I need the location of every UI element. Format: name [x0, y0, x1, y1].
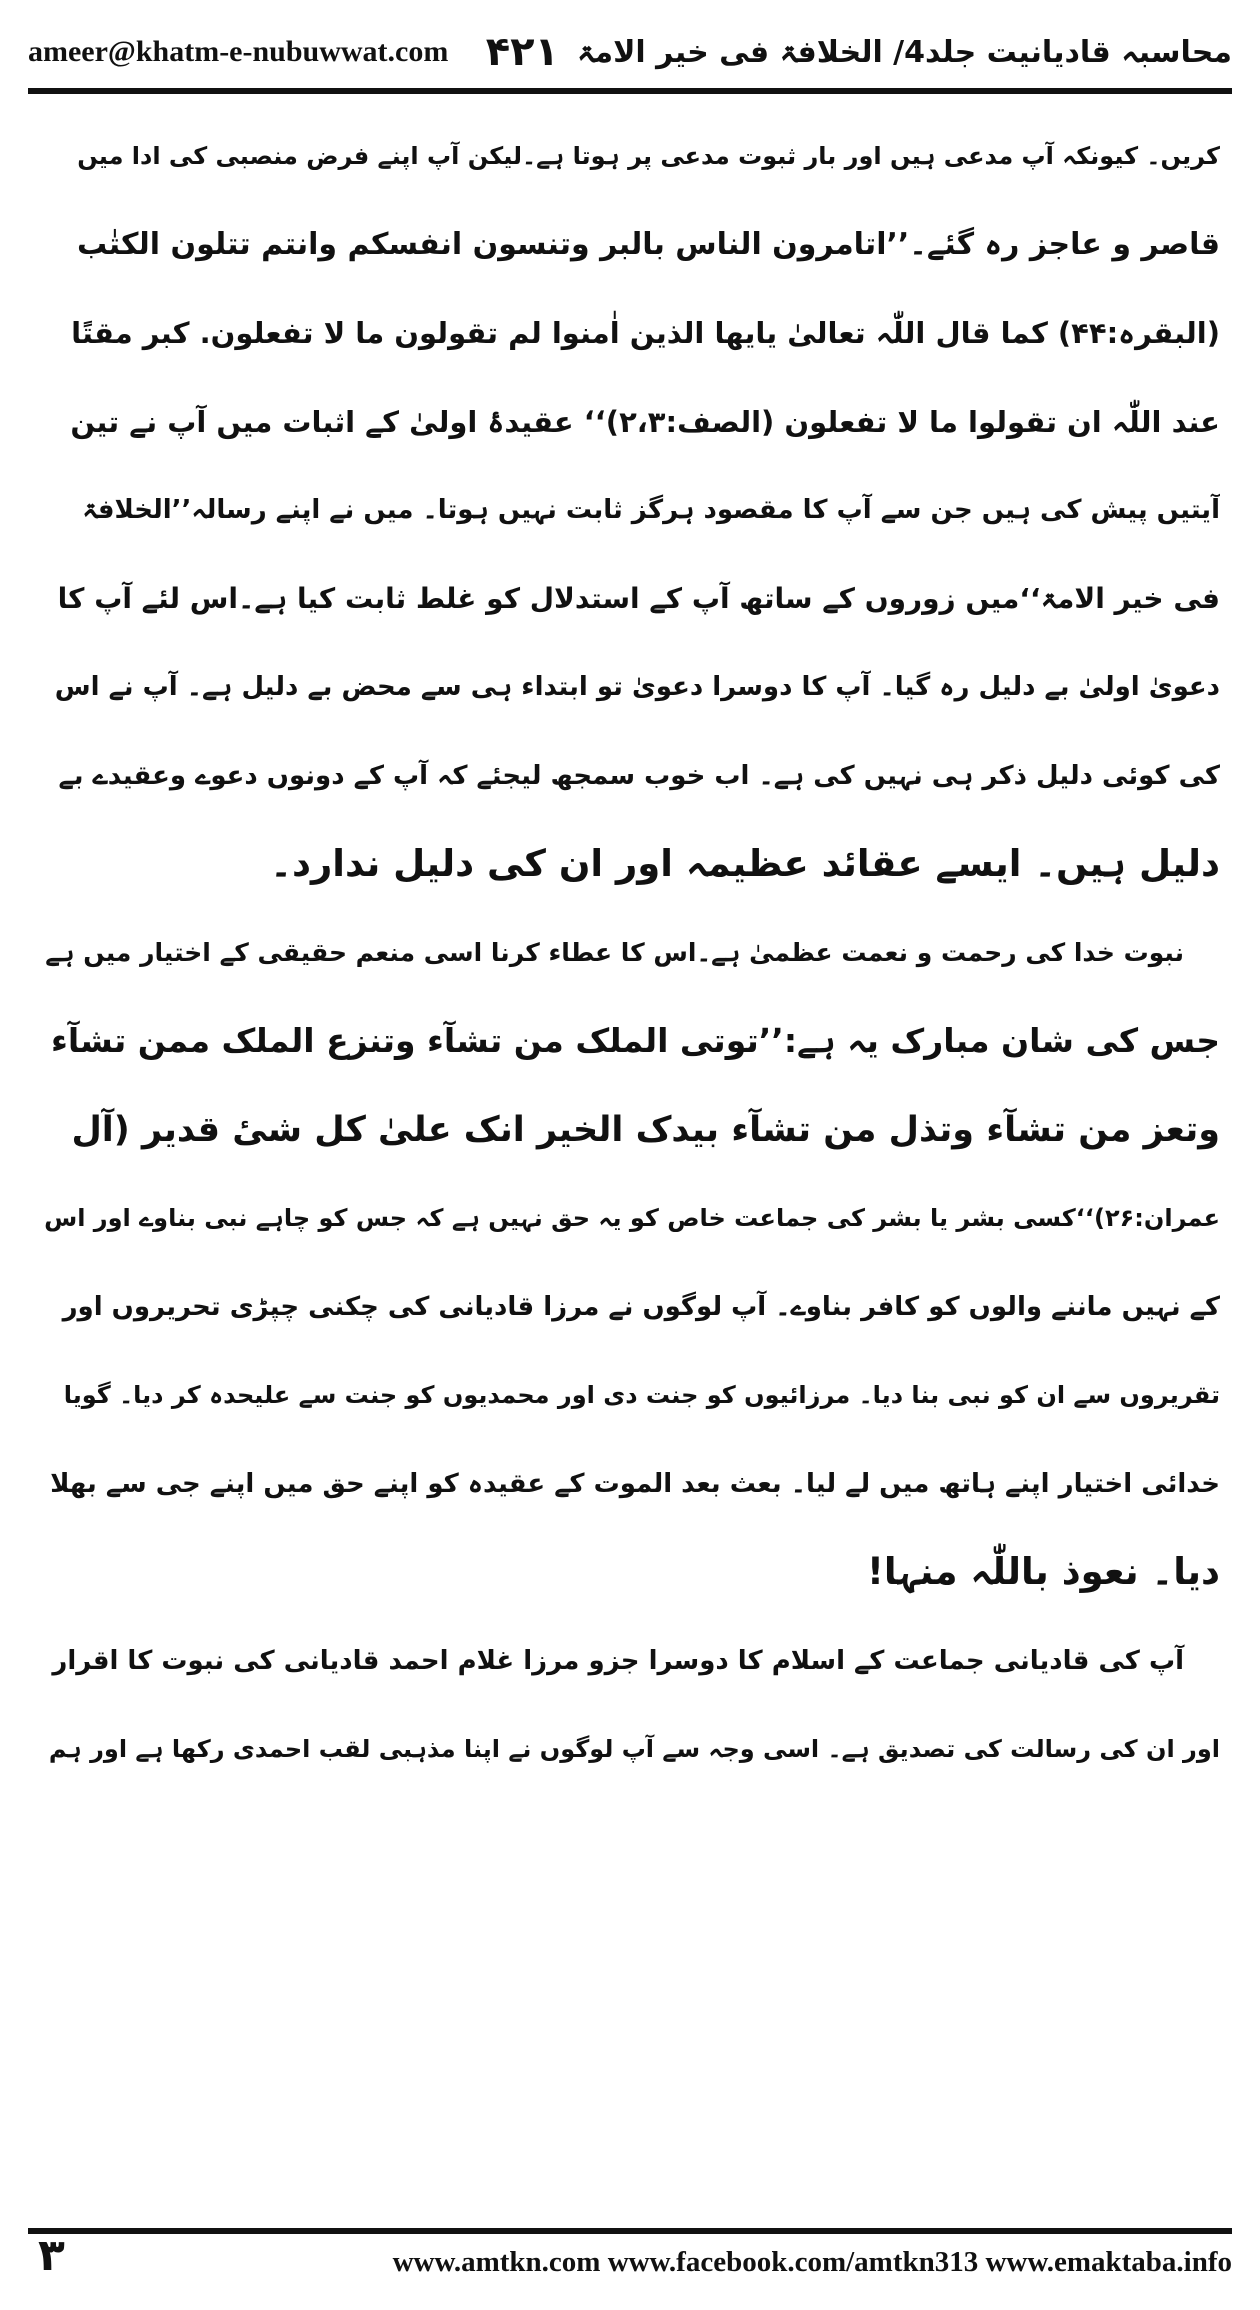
- footer-rule: [28, 2228, 1232, 2234]
- text-line: عند اللّٰہ ان تقولوا ما لا تفعلون (الصف:۲،۳)‘‘ عقیدۂ اولیٰ کے اثبات میں آپ نے تین: [70, 404, 1220, 439]
- text-line: کی کوئی دلیل ذکر ہی نہیں کی ہے۔ اب خوب سمجھ لیجئے کہ آپ کے دونوں دعوے وعقیدے بے: [58, 760, 1220, 791]
- header-rule: [28, 88, 1232, 94]
- header-page-number: ۴۲۱: [485, 29, 559, 75]
- footer-page-index: ۳: [38, 2230, 65, 2281]
- text-line: جس کی شان مبارک یہ ہے:’’توتی الملک من تشآء وتنزع الملک ممن تشآء: [51, 1021, 1220, 1060]
- page-header: [28, 22, 1232, 82]
- text-line: عمران:۲۶)‘‘کسی بشر یا بشر کی جماعت خاص کو یہ حق نہیں ہے کہ جس کو چاہے نبی بناوے اور اس: [44, 1204, 1220, 1232]
- text-line: کریں۔ کیونکہ آپ مدعی ہیں اور بار ثبوت مدعی پر ہوتا ہے۔لیکن آپ اپنے فرض منصبی کی ادا میں: [77, 142, 1220, 170]
- text-line: فی خیر الامۃ‘‘میں زوروں کے ساتھ آپ کے استدلال کو غلط ثابت کیا ہے۔اس لئے آپ کا: [57, 581, 1220, 615]
- header-right: [468, 29, 1232, 75]
- text-line: دیا۔ نعوذ باللّٰہ منہا!: [867, 1550, 1220, 1593]
- text-line: آیتیں پیش کی ہیں جن سے آپ کا مقصود ہرگز ثابت نہیں ہوتا۔ میں نے اپنے رسالہ’’الخلافۃ: [82, 495, 1220, 525]
- text-line: خدائی اختیار اپنے ہاتھ میں لے لیا۔ بعث بعد الموت کے عقیدہ کو اپنے حق میں اپنے جی سے بھلا: [50, 1468, 1220, 1499]
- text-line: اور ان کی رسالت کی تصدیق ہے۔ اسی وجہ سے آپ لوگوں نے اپنا مذہبی لقب احمدی رکھا ہے اور ہم: [48, 1735, 1220, 1763]
- text-line: دلیل ہیں۔ ایسے عقائد عظیمہ اور ان کی دلیل ندارد۔: [270, 842, 1220, 885]
- text-line: دعویٰ اولیٰ بے دلیل رہ گیا۔ آپ کا دوسرا دعویٰ تو ابتداء ہی سے محض بے دلیل ہے۔ آپ نے اس: [54, 672, 1220, 702]
- text-line: وتعز من تشآء وتذل من تشآء بیدک الخیر انک علیٰ کل شیٔ قدیر (آل: [71, 1109, 1220, 1150]
- page-footer: [28, 2228, 1232, 2298]
- footer-links: www.amtkn.com www.facebook.com/amtkn313 www.emaktaba.info: [392, 2246, 1232, 2278]
- text-line: تقریروں سے ان کو نبی بنا دیا۔ مرزائیوں کو جنت دی اور محمدیوں کو جنت سے علیحدہ کر دیا۔ گویا: [63, 1381, 1220, 1409]
- header-book-title: محاسبہ قادیانیت جلد4/ الخلافۃ فی خیر الامۃ: [576, 34, 1232, 70]
- text-line: آپ کی قادیانی جماعت کے اسلام کا دوسرا جزو مرزا غلام احمد قادیانی کی نبوت کا اقرار: [52, 1645, 1184, 1676]
- text-line: (البقرہ:۴۴) کما قال اللّٰہ تعالیٰ یایھا الذین اٰمنوا لم تقولون ما لا تفعلون. کبر مقتًا: [71, 316, 1220, 350]
- text-line: نبوت خدا کی رحمت و نعمت عظمیٰ ہے۔اس کا عطاء کرنا اسی منعم حقیقی کے اختیار میں ہے: [45, 937, 1184, 967]
- body-text: [40, 112, 1220, 1794]
- text-line: قاصر و عاجز رہ گئے۔’’اتامرون الناس بالبر وتنسون انفسکم وانتم تتلون الکتٰب: [77, 226, 1220, 262]
- text-line: کے نہیں ماننے والوں کو کافر بناوے۔ آپ لوگوں نے مرزا قادیانی کی چکنی چپڑی تحریروں اور: [62, 1291, 1220, 1322]
- header-email: ameer@khatm-e-nubuwwat.com: [28, 35, 449, 68]
